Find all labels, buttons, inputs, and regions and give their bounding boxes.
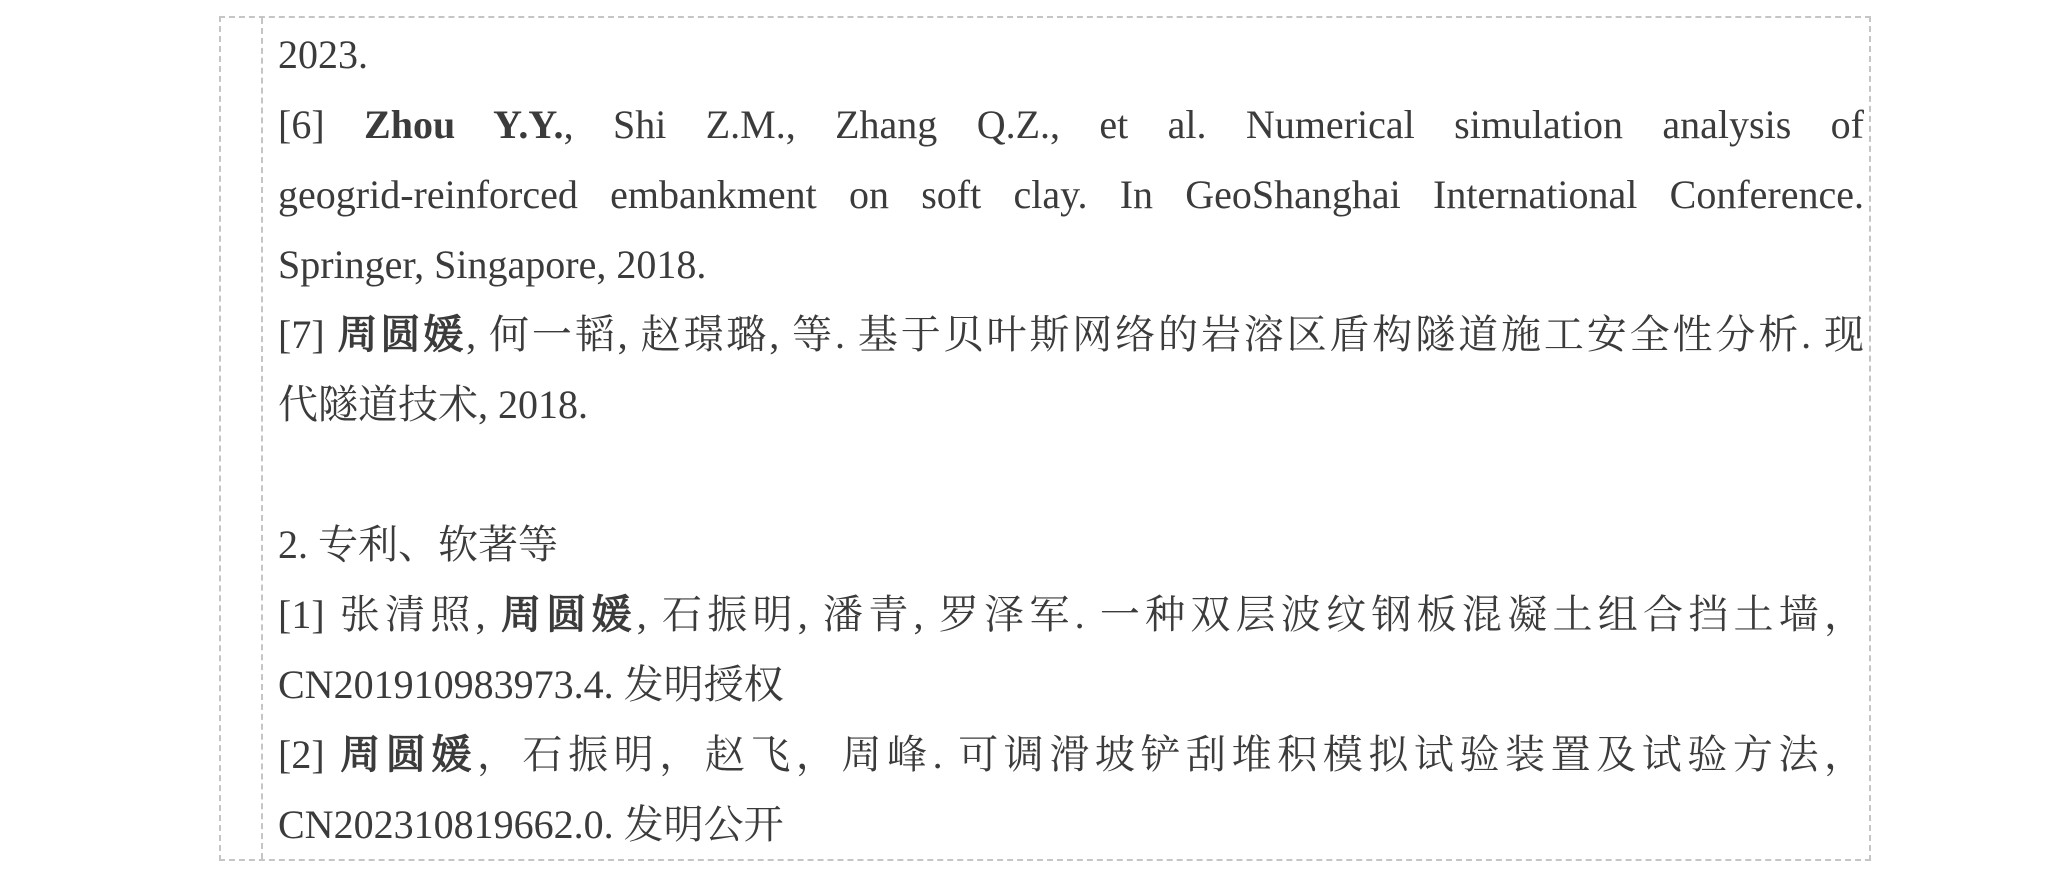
text-run: CN202310819662.0. 发明公开 [278,802,784,847]
text-run: , 石振明, 潘青, 罗泽军. 一种双层波纹钢板混凝土组合挡土墙， [636,592,1864,637]
text-run: Springer, Singapore, 2018. [278,242,707,287]
text-line [278,370,1864,440]
text-run: geogrid-reinforced embankment on soft clay. In GeoShanghai International Conference. [278,172,1864,217]
text-run: [2] [278,732,341,777]
text-line [278,440,1864,510]
text-line [278,20,1864,90]
text-run: 2023. [278,32,368,77]
document-cell-border [219,16,1871,861]
text-run: [1] 张清照, [278,592,501,637]
text-line [278,650,1864,720]
text-line [278,510,1864,580]
text-run: 代隧道技术, 2018. [278,382,588,427]
text-run: , 何一韬, 赵璟璐, 等. 基于贝叶斯网络的岩溶区盾构隧道施工安全性分析. 现 [466,312,1864,357]
text-run: Zhou Y.Y. [364,102,564,147]
text-line [278,160,1864,230]
text-run: 周圆媛 [337,312,467,357]
text-run: [6] [278,102,365,147]
text-run: CN201910983973.4. 发明授权 [278,662,784,707]
text-run: ，石振明，赵飞，周峰. 可调滑坡铲刮堆积模拟试验装置及试验方法， [476,732,1864,777]
text-line [278,720,1864,790]
text-run: 周圆媛 [340,732,477,777]
text-line [278,300,1864,370]
text-line [278,580,1864,650]
text-run: , Shi Z.M., Zhang Q.Z., et al. Numerical simulation analysis of [563,102,1864,147]
text-run: [7] [278,312,338,357]
text-line [278,90,1864,160]
text-run: 周圆媛 [500,592,637,637]
text-line [278,230,1864,300]
text-line [278,790,1864,860]
document-text [278,20,1864,860]
table-gridline [261,18,263,859]
text-run: 2. 专利、软著等 [278,522,558,567]
